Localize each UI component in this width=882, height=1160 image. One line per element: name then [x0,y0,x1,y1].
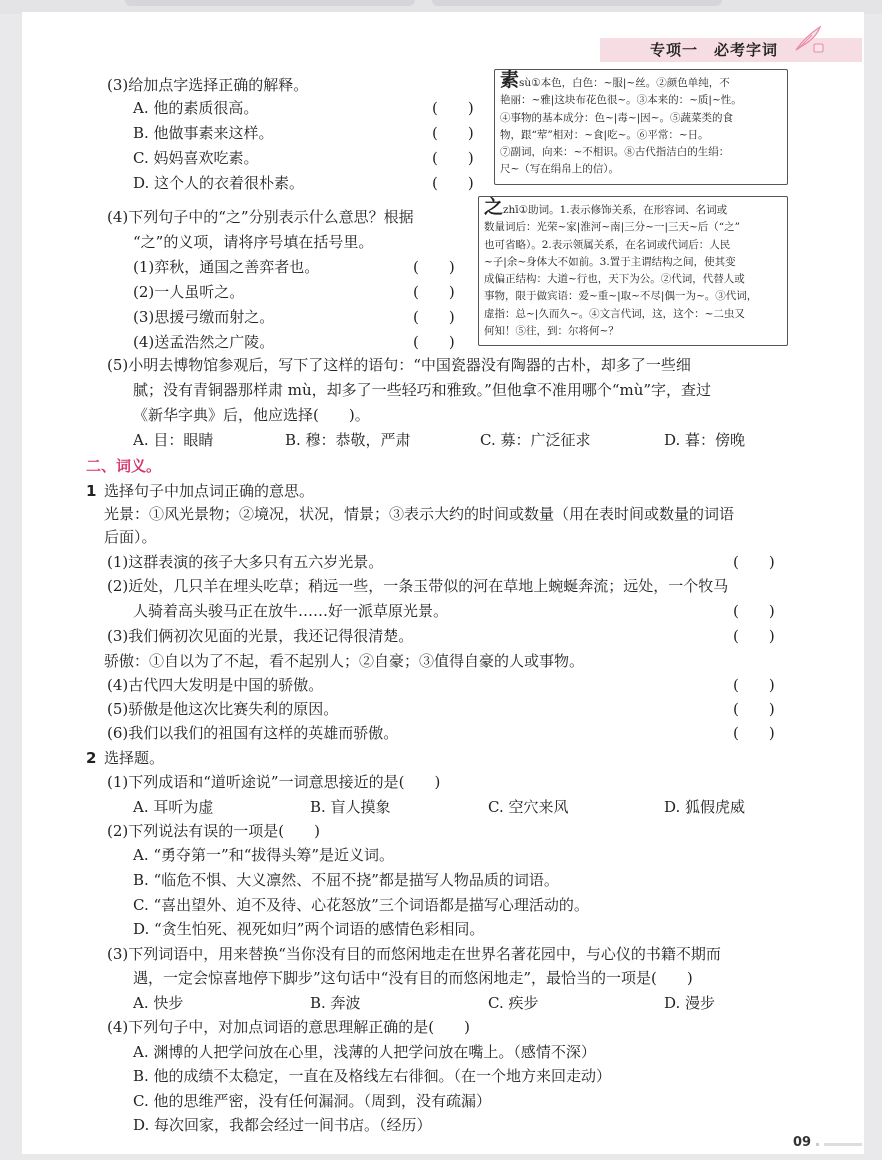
p2-q2-stem: (2)下列说法有误的一项是( ) [107,822,320,840]
definition-jiaoao: 骄傲：①自以为了不起，看不起别人；②自豪；③值得自豪的人或事物。 [104,652,585,670]
dictionary-box-su [494,69,788,185]
answer-paren[interactable]: ( ) [733,553,775,571]
p2-q1-stem: (1)下列成语和“道听途说”一词意思接近的是( ) [107,773,441,791]
p1-item-6: (6)我们以我们的祖国有这样的英雄而骄傲。 [107,724,399,742]
dict-line: 物，跟“荤”相对：~食|吃~。⑥平常：~日。 [500,128,709,141]
dictionary-box-zhi [478,196,788,346]
question-3-stem: (3)给加点字选择正确的解释。 [107,76,309,94]
p1-item-5: (5)骄傲是他这次比赛失利的原因。 [107,700,339,718]
q4-item-2: (2)一人虽听之。 [133,283,245,301]
problem-1-stem: 选择句子中加点词正确的意思。 [104,482,315,500]
dict-pinyin: sù [519,77,532,89]
p2-q4-option-d: D. 每次回家，我都会经过一间书店。（经历） [133,1116,432,1134]
dict-line: 虚指：总~|久而久~。④文言代词，这，这个：~二虫又 [484,307,745,320]
q4-item-4: (4)送孟浩然之广陵。 [133,333,275,351]
q4-item-1: (1)弈秋，通国之善弈者也。 [133,258,320,276]
dict-line: 何知！⑤往，到：尔将何~？ [484,325,619,338]
p2-q3-stem-cont: 遇，一定会惊喜地停下脚步”这句话中“没有目的而悠闲地走”，最恰当的一项是( ) [133,969,693,987]
dict-line: ①本色，白色：~服|~丝。②颜色单纯，不 [531,77,730,89]
p2-q1-option-c: C. 空穴来风 [488,798,569,816]
dict-line: ~子|余~身体大不如前。3.置于主谓结构之间，使其变 [484,255,736,268]
p1-item-2-cont: 人骑着高头骏马正在放牛……好一派草原光景。 [133,602,449,620]
dict-pinyin: zhī [503,204,519,216]
question-5-line: (5)小明去博物馆参观后，写下了这样的语句：“中国瓷器没有陶器的古朴，却多了一些细 [107,356,691,374]
answer-paren[interactable]: ( ) [432,149,474,167]
p1-item-1: (1)这群表演的孩子大多只有五六岁光景。 [107,553,384,571]
p2-q3-stem: (3)下列词语中，用来替换“当你没有目的而悠闲地走在世界名著花园中，与心仪的书籍不期而 [107,945,721,963]
dict-line: ⑦副词，向来：~不相识。⑧古代指洁白的生绢： [500,146,730,159]
q5-option-c: C. 募：广泛征求 [480,431,591,449]
answer-paren[interactable]: ( ) [432,174,474,192]
q3-option-b: B. 他做事素来这样。 [133,124,274,142]
question-4-stem: (4)下列句子中的“之”分别表示什么意思？根据 [107,208,414,226]
answer-paren[interactable]: ( ) [733,602,775,620]
p2-q3-option-c: C. 疾步 [488,994,539,1012]
q5-option-b: B. 穆：恭敬，严肃 [285,431,411,449]
browser-tab[interactable] [432,0,722,6]
p1-item-4: (4)古代四大发明是中国的骄傲。 [107,676,324,694]
p1-item-2: (2)近处，几只羊在埋头吃草；稍远一些，一条玉带似的河在草地上蜿蜒奔流；远处，一个牧马 [107,577,729,595]
question-4-stem-cont: “之”的义项，请将序号填在括号里。 [133,233,374,251]
problem-number: 1 [86,482,97,500]
problem-number: 2 [86,749,97,767]
answer-paren[interactable]: ( ) [413,258,455,276]
quill-pen-icon [792,24,826,54]
p2-q3-option-b: B. 奔波 [310,994,361,1012]
answer-paren[interactable]: ( ) [432,99,474,117]
p2-q4-option-a: A. 渊博的人把学问放在心里，浅薄的人把学问放在嘴上。（感情不深） [133,1043,596,1061]
q3-option-a: A. 他的素质很高。 [133,99,259,117]
dict-line: ①助词。1.表示修饰关系，在形容词、名词或 [518,204,728,216]
dict-line: 艳丽：~雅|这块布花色很~。③本来的：~质|~性。 [500,94,742,107]
answer-paren[interactable]: ( ) [413,333,455,351]
answer-paren[interactable]: ( ) [733,724,775,742]
p2-q3-option-d: D. 漫步 [664,994,716,1012]
dict-line: 数量词后：光荣~家|淮河~南|三分~一|三天~后（“之” [484,221,741,234]
p2-q4-option-c: C. 他的思维严密，没有任何漏洞。（周到，没有疏漏） [133,1092,491,1110]
answer-paren[interactable]: ( ) [733,700,775,718]
definition-guangjing-cont: 后面）。 [104,528,157,546]
page-number-rule [824,1143,862,1146]
answer-paren[interactable]: ( ) [413,283,455,301]
q4-item-3: (3)思援弓缴而射之。 [133,308,275,326]
p2-q2-option-a: A. “勇夺第一”和“拔得头筹”是近义词。 [133,846,395,864]
problem-2-stem: 选择题。 [104,749,165,767]
p2-q3-option-a: A. 快步 [133,994,184,1012]
p1-item-3: (3)我们俩初次见面的光景，我还记得很清楚。 [107,627,414,645]
p2-q2-option-c: C. “喜出望外、迫不及待、心花怒放”三个词语都是描写心理活动的。 [133,896,589,914]
p2-q4-stem: (4)下列句子中，对加点词语的意思理解正确的是( ) [107,1018,470,1036]
page-number: 09 [793,1135,812,1150]
page-number-dot [816,1143,819,1146]
page-header-title: 专项一 必考字词 [650,41,779,59]
q5-option-a: A. 目：眼睛 [133,431,214,449]
browser-tab[interactable] [125,0,415,6]
dict-line: 成偏正结构：大道~行也，天下为公。②代词，代替人或 [484,273,745,286]
answer-paren[interactable]: ( ) [733,676,775,694]
question-5-line: 《新华字典》后，他应选择( )。 [133,406,370,424]
p2-q1-option-a: A. 耳听为虚 [133,798,214,816]
p2-q4-option-b: B. 他的成绩不太稳定，一直在及格线左右徘徊。（在一个地方来回走动） [133,1067,612,1085]
dict-headword: 素 [500,69,520,91]
dict-line: ④事物的基本成分：色~|毒~|因~。⑤蔬菜类的食 [500,111,733,124]
definition-guangjing: 光景：①风光景物；②境况，状况，情景；③表示大约的时间或数量（用在表时间或数量的词语 [104,505,735,523]
dict-line: 事物，限于做宾语：爱~重~|取~不尽|偶一为~。③代词， [484,290,758,303]
p2-q1-option-b: B. 盲人摸象 [310,798,391,816]
p2-q2-option-b: B. “临危不惧、大义凛然、不屈不挠”都是描写人物品质的词语。 [133,871,559,889]
q3-option-d: D. 这个人的衣着很朴素。 [133,174,305,192]
q5-option-d: D. 暮：傍晚 [664,431,746,449]
dict-line: 也可省略）。2.表示领属关系，在名词或代词后：人民 [484,238,731,251]
dict-headword: 之 [484,196,504,218]
question-5-line: 腻；没有青铜器那样肃 mù，却多了一些轻巧和雅致。”但他拿不准用哪个“mù”字，查过 [133,381,712,399]
answer-paren[interactable]: ( ) [733,627,775,645]
p2-q2-option-d: D. “贪生怕死、视死如归”两个词语的感情色彩相同。 [133,920,485,938]
p2-q1-option-d: D. 狐假虎威 [664,798,746,816]
dict-line: 尺~（写在绢帛上的信）。 [500,163,620,176]
section-heading: 二、词义。 [86,457,162,475]
q3-option-c: C. 妈妈喜欢吃素。 [133,149,259,167]
answer-paren[interactable]: ( ) [413,308,455,326]
answer-paren[interactable]: ( ) [432,124,474,142]
